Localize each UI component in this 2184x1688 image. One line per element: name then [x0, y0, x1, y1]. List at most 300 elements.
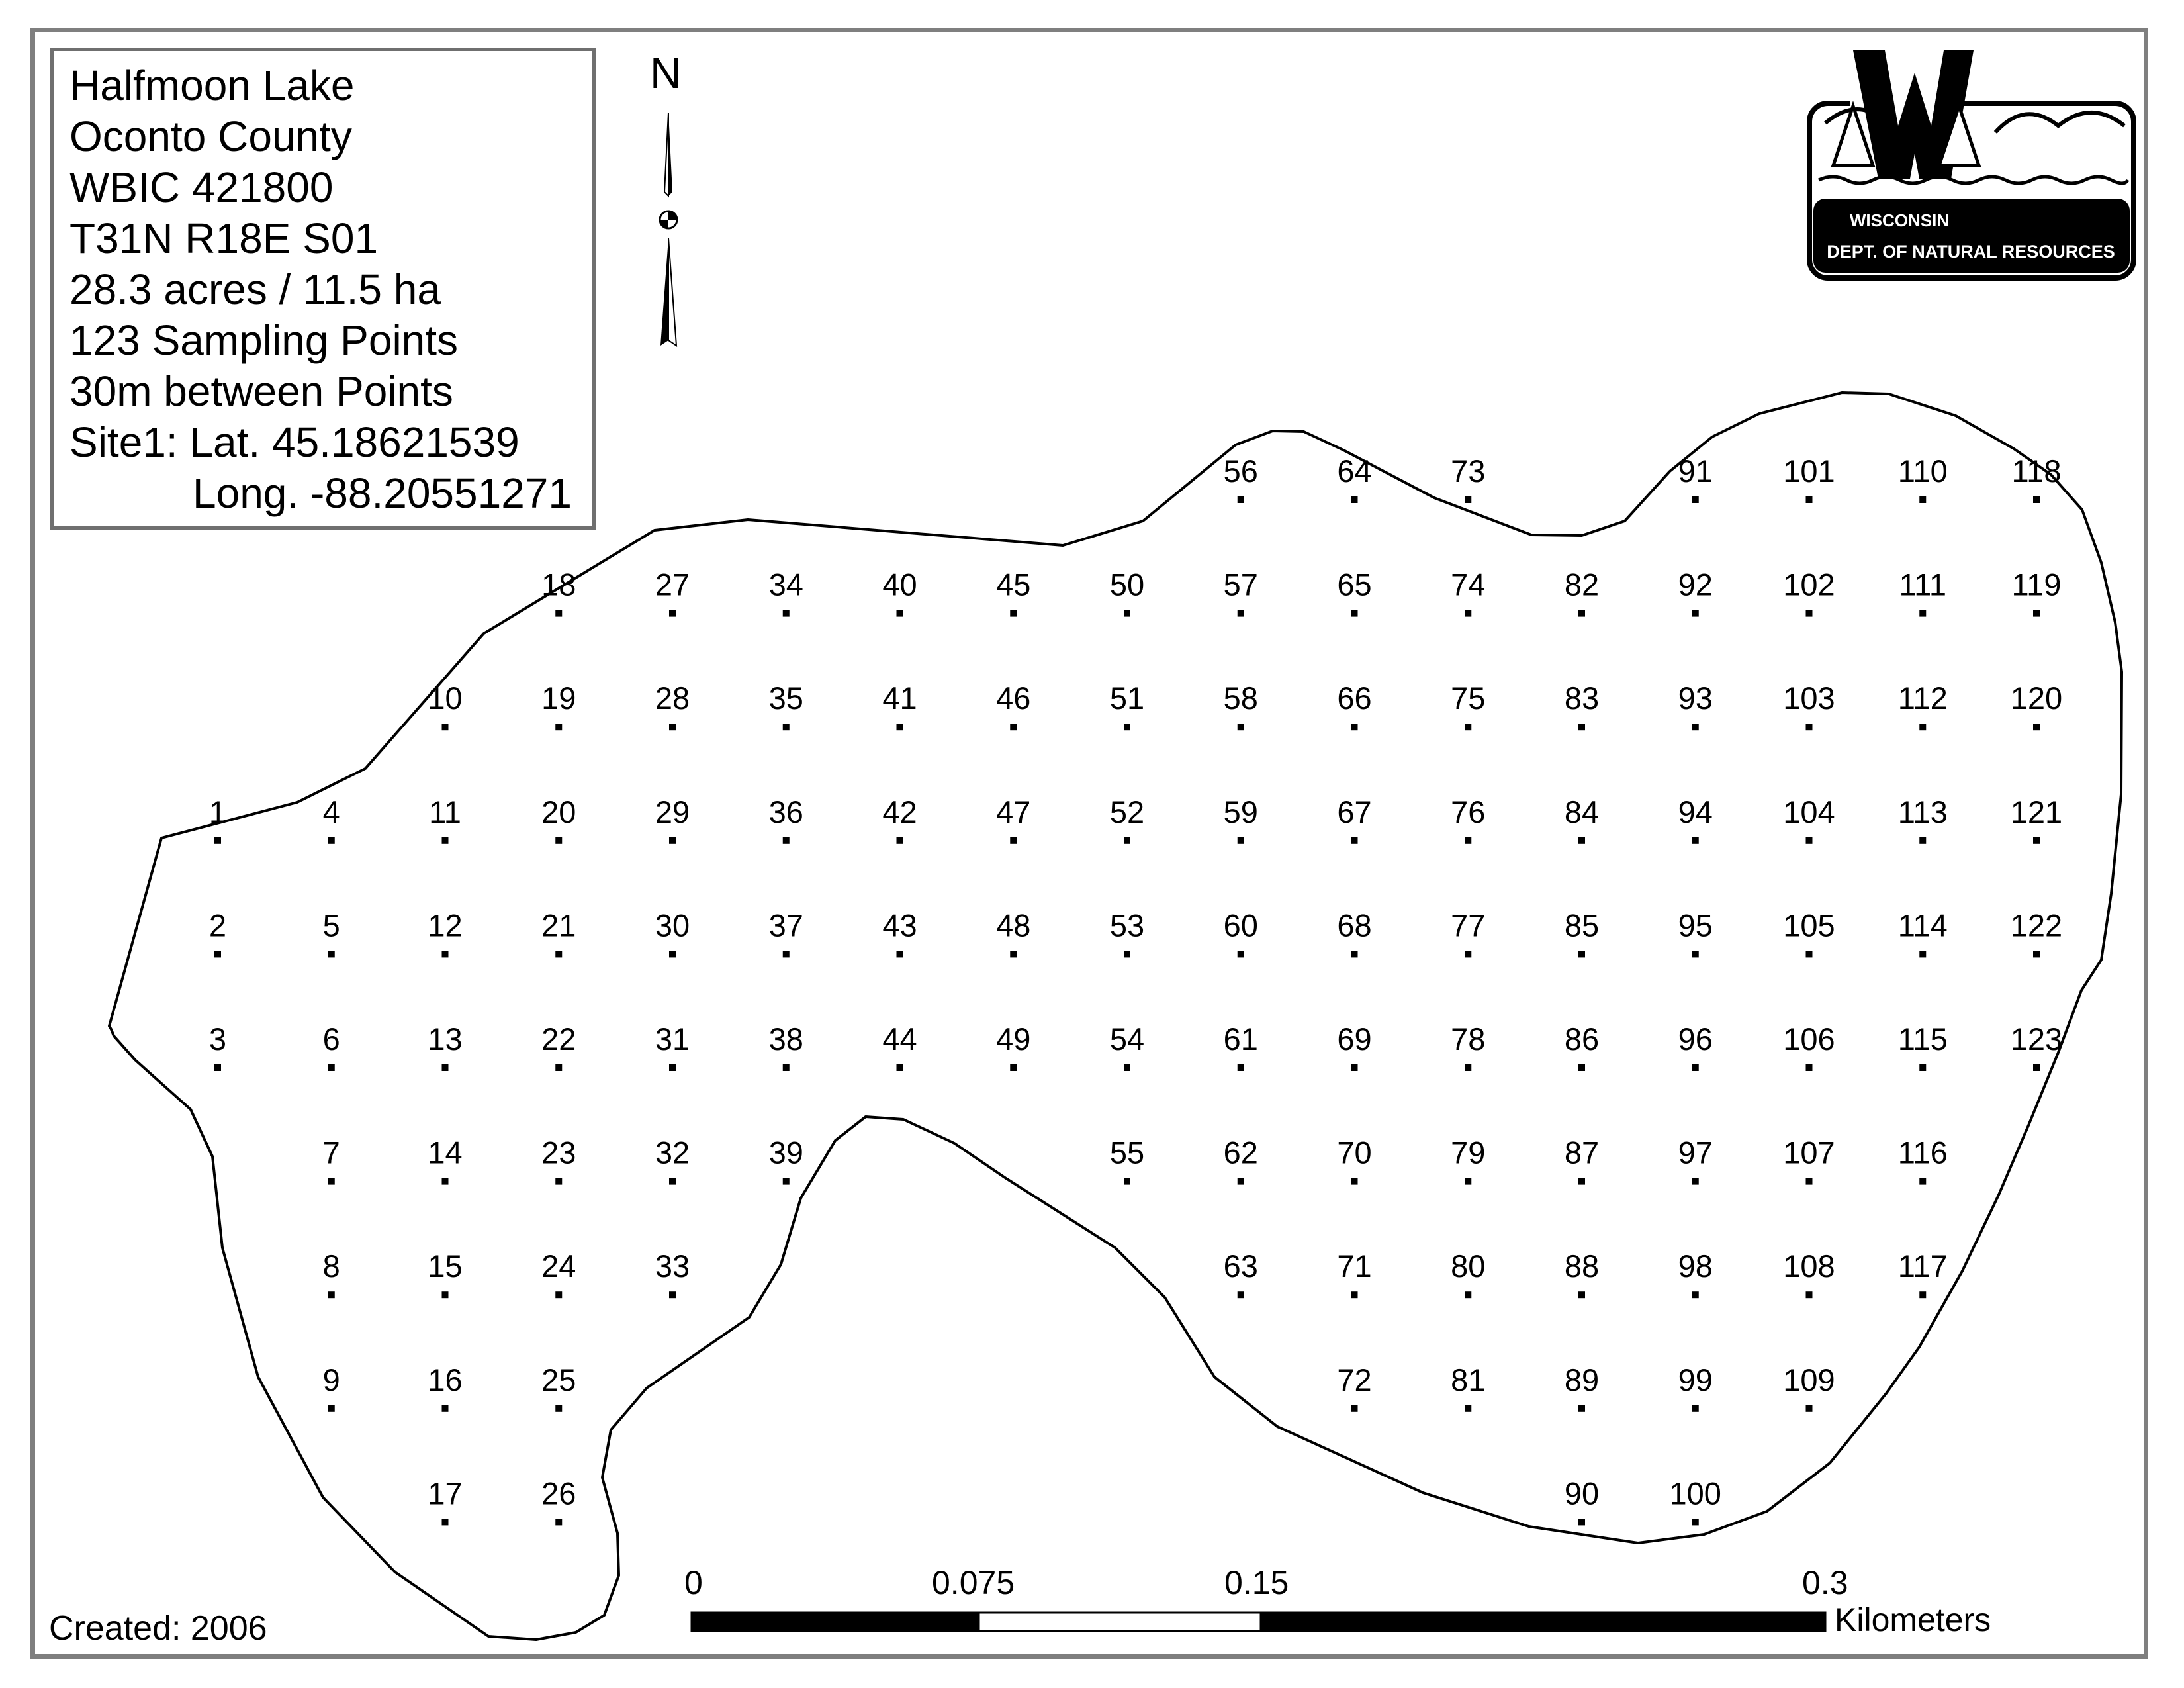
sampling-point-label: 9	[322, 1362, 340, 1397]
sampling-point-label: 24	[541, 1248, 576, 1284]
sampling-point	[323, 1135, 340, 1185]
sampling-point-label: 74	[1451, 567, 1486, 602]
sampling-point	[1110, 567, 1144, 617]
sampling-point-label: 15	[428, 1248, 463, 1284]
sampling-point	[1451, 680, 1485, 730]
sampling-point-marker	[1692, 837, 1699, 844]
sampling-point-label: 20	[541, 794, 576, 829]
sampling-point	[323, 908, 340, 957]
sampling-point	[996, 1021, 1030, 1071]
sampling-point-label: 110	[1897, 453, 1948, 489]
sampling-point-label: 3	[208, 1021, 227, 1056]
sampling-point-marker	[1010, 610, 1017, 617]
sampling-point	[428, 1476, 462, 1525]
sampling-point-label: 119	[2011, 567, 2062, 602]
sampling-point-marker	[555, 1291, 562, 1298]
sampling-point-marker	[1351, 610, 1358, 617]
sampling-point-label: 63	[1223, 1248, 1258, 1284]
sampling-point-label: 37	[768, 908, 803, 943]
sampling-point-label: 101	[1783, 453, 1835, 489]
lake-name: Halfmoon Lake	[69, 62, 355, 109]
north-arrow-top-light	[664, 113, 668, 196]
sampling-point	[541, 1476, 576, 1525]
sampling-point	[655, 1248, 690, 1298]
sampling-point	[996, 567, 1030, 617]
sampling-point-marker	[1124, 610, 1130, 617]
sampling-point-label: 97	[1678, 1135, 1713, 1170]
sampling-point	[1899, 567, 1946, 617]
sampling-point-label: 28	[655, 680, 690, 716]
sampling-point-marker	[1010, 951, 1017, 957]
sampling-point-marker	[1578, 1064, 1585, 1071]
sampling-point-label: 121	[2010, 794, 2063, 829]
sampling-point-label: 45	[996, 567, 1031, 602]
sampling-point	[1224, 680, 1258, 730]
sampling-point-marker	[897, 1064, 903, 1071]
sampling-point	[1451, 1021, 1485, 1071]
logo-line1: WISCONSIN	[1849, 211, 1950, 230]
sampling-point-marker	[1124, 1178, 1130, 1185]
sampling-point-marker	[555, 610, 562, 617]
sampling-point	[2012, 567, 2062, 617]
sampling-point-label: 50	[1109, 567, 1145, 602]
sampling-point-label: 46	[996, 680, 1031, 716]
sampling-point-marker	[555, 837, 562, 844]
sampling-point	[1110, 1135, 1144, 1185]
sampling-point	[209, 1021, 226, 1071]
sampling-point	[1565, 1476, 1599, 1525]
sampling-point-marker	[328, 1064, 335, 1071]
sampling-point-marker	[1124, 724, 1130, 730]
sampling-point	[2011, 680, 2062, 730]
sampling-point-label: 59	[1223, 794, 1258, 829]
sampling-point-marker	[328, 837, 335, 844]
sampling-point-label: 58	[1223, 680, 1258, 716]
sampling-point-label: 75	[1451, 680, 1486, 716]
sampling-point-marker	[1919, 724, 1926, 730]
sampling-point-marker	[1806, 496, 1813, 503]
sampling-point-marker	[1238, 1178, 1244, 1185]
sampling-point-marker	[1124, 951, 1130, 957]
sampling-point-label: 31	[655, 1021, 690, 1056]
sampling-point-label: 99	[1678, 1362, 1713, 1397]
scale-tick-0: 0	[684, 1564, 703, 1601]
sampling-point-label: 52	[1109, 794, 1145, 829]
sampling-point-marker	[669, 837, 676, 844]
sampling-point-label: 104	[1783, 794, 1835, 829]
sampling-point	[428, 1248, 462, 1298]
sampling-point-label: 26	[541, 1476, 576, 1511]
sampling-point	[428, 1021, 462, 1071]
sampling-point	[1224, 1248, 1258, 1298]
sampling-point	[323, 1021, 340, 1071]
sampling-point-label: 30	[655, 908, 690, 943]
sampling-points-count: 123 Sampling Points	[69, 316, 459, 364]
township-range-section: T31N R18E S01	[69, 214, 379, 262]
sampling-point	[1678, 680, 1713, 730]
sampling-point-label: 118	[2011, 453, 2062, 489]
sampling-point-marker	[1578, 724, 1585, 730]
sampling-point-marker	[2033, 837, 2040, 844]
sampling-point-marker	[669, 1291, 676, 1298]
scale-unit: Kilometers	[1835, 1601, 1991, 1638]
sampling-point	[323, 794, 340, 844]
sampling-point-marker	[669, 1178, 676, 1185]
sampling-point	[1451, 1362, 1485, 1412]
sampling-point-marker	[1351, 1064, 1358, 1071]
sampling-point	[996, 794, 1030, 844]
sampling-point	[1565, 567, 1599, 617]
sampling-point-label: 109	[1783, 1362, 1835, 1397]
sampling-point-marker	[1919, 1064, 1926, 1071]
sampling-point-marker	[1692, 1178, 1699, 1185]
sampling-point-marker	[1238, 724, 1244, 730]
sampling-point	[769, 1135, 803, 1185]
site-longitude: Long. -88.20551271	[193, 469, 572, 517]
sampling-point-marker	[442, 1064, 449, 1071]
sampling-point-marker	[1010, 1064, 1017, 1071]
created-date: Created: 2006	[49, 1609, 267, 1648]
sampling-point-marker	[555, 1519, 562, 1525]
sampling-point	[1670, 1476, 1721, 1525]
sampling-point	[1224, 794, 1258, 844]
sampling-point-label: 92	[1678, 567, 1713, 602]
sampling-point-label: 100	[1669, 1476, 1721, 1511]
sampling-point-marker	[442, 1405, 449, 1412]
sampling-point-marker	[1124, 837, 1130, 844]
sampling-point-marker	[1578, 1291, 1585, 1298]
sampling-point-marker	[1919, 1178, 1926, 1185]
sampling-point-marker	[555, 1178, 562, 1185]
sampling-point-label: 49	[996, 1021, 1031, 1056]
sampling-point-marker	[1806, 1405, 1813, 1412]
sampling-point	[1224, 1021, 1258, 1071]
sampling-point-marker	[1806, 1178, 1813, 1185]
sampling-point-label: 89	[1564, 1362, 1600, 1397]
sampling-point	[1110, 794, 1144, 844]
sampling-point	[1337, 794, 1371, 844]
sampling-point	[1898, 1248, 1948, 1298]
sampling-point	[1337, 1248, 1371, 1298]
sampling-point	[428, 1135, 462, 1185]
sampling-point-label: 57	[1223, 567, 1258, 602]
sampling-point-label: 16	[428, 1362, 463, 1397]
sampling-point-marker	[669, 951, 676, 957]
sampling-point-marker	[783, 1064, 790, 1071]
sampling-point	[882, 794, 917, 844]
north-arrow-bottom-dark	[660, 238, 668, 346]
sampling-point-marker	[783, 724, 790, 730]
sampling-point-marker	[1578, 1519, 1585, 1525]
sampling-point	[1337, 567, 1371, 617]
sampling-point	[1678, 1362, 1713, 1412]
scale-bar-seg-1	[692, 1613, 979, 1631]
sampling-point	[209, 908, 226, 957]
sampling-point-marker	[1692, 610, 1699, 617]
sampling-point-label: 56	[1223, 453, 1258, 489]
sampling-point-label: 39	[768, 1135, 803, 1170]
sampling-point-marker	[2033, 1064, 2040, 1071]
sampling-point-marker	[1919, 951, 1926, 957]
sampling-point	[541, 1248, 576, 1298]
site-latitude: Site1: Lat. 45.18621539	[69, 418, 520, 466]
scale-tick-0-3: 0.3	[1802, 1564, 1848, 1601]
sampling-point-label: 102	[1783, 567, 1835, 602]
sampling-point-label: 69	[1337, 1021, 1372, 1056]
sampling-point-marker	[1465, 837, 1471, 844]
sampling-point-marker	[783, 1178, 790, 1185]
sampling-point-label: 11	[429, 794, 461, 829]
north-label: N	[650, 48, 682, 97]
sampling-point-label: 114	[1897, 908, 1948, 943]
sampling-point-label: 29	[655, 794, 690, 829]
sampling-point-label: 117	[1897, 1248, 1948, 1284]
sampling-point	[1678, 1021, 1713, 1071]
sampling-point-marker	[555, 951, 562, 957]
sampling-point-label: 105	[1783, 908, 1835, 943]
sampling-point-label: 66	[1337, 680, 1372, 716]
sampling-point-marker	[214, 837, 221, 844]
sampling-point	[1565, 908, 1599, 957]
sampling-point	[1337, 1135, 1371, 1185]
sampling-point-label: 34	[768, 567, 803, 602]
sampling-point-label: 81	[1451, 1362, 1486, 1397]
sampling-point	[1110, 680, 1144, 730]
sampling-point-label: 71	[1337, 1248, 1372, 1284]
sampling-point-label: 25	[541, 1362, 576, 1397]
sampling-point	[1783, 1021, 1835, 1071]
sampling-point-marker	[897, 610, 903, 617]
sampling-point	[769, 1021, 803, 1071]
sampling-point-marker	[328, 1405, 335, 1412]
sampling-point	[655, 794, 690, 844]
sampling-point-marker	[442, 1291, 449, 1298]
sampling-point	[1898, 1135, 1948, 1185]
sampling-point-marker	[1806, 610, 1813, 617]
sampling-point-marker	[555, 1064, 562, 1071]
sampling-point-label: 32	[655, 1135, 690, 1170]
sampling-point-marker	[214, 1064, 221, 1071]
sampling-point-marker	[2033, 951, 2040, 957]
lake-area: 28.3 acres / 11.5 ha	[69, 265, 441, 313]
sampling-point	[1783, 680, 1835, 730]
sampling-point	[1224, 1135, 1258, 1185]
sampling-point-marker	[669, 724, 676, 730]
sampling-point-marker	[897, 724, 903, 730]
sampling-point-label: 96	[1678, 1021, 1713, 1056]
sampling-point-label: 90	[1564, 1476, 1600, 1511]
sampling-point-label: 35	[768, 680, 803, 716]
sampling-point	[1898, 1021, 1948, 1071]
sampling-point-marker	[1692, 951, 1699, 957]
sampling-point-marker	[442, 1178, 449, 1185]
sampling-point	[882, 908, 917, 957]
sampling-point-label: 115	[1897, 1021, 1948, 1056]
sampling-point-label: 93	[1678, 680, 1713, 716]
sampling-point-marker	[1238, 1291, 1244, 1298]
sampling-point-label: 21	[541, 908, 576, 943]
sampling-point	[655, 1021, 690, 1071]
sampling-point-label: 77	[1451, 908, 1486, 943]
sampling-point-label: 91	[1678, 453, 1713, 489]
sampling-point	[1678, 1135, 1713, 1185]
scale-tick-0-15: 0.15	[1224, 1564, 1289, 1601]
sampling-point	[1783, 1248, 1835, 1298]
scale-tick-0-075: 0.075	[932, 1564, 1015, 1601]
sampling-point	[429, 794, 461, 844]
sampling-point	[1224, 453, 1258, 503]
sampling-point-label: 33	[655, 1248, 690, 1284]
sampling-point-label: 6	[322, 1021, 340, 1056]
sampling-point-label: 36	[768, 794, 803, 829]
sampling-point	[1451, 794, 1485, 844]
sampling-point	[882, 680, 917, 730]
sampling-point-label: 42	[882, 794, 917, 829]
sampling-point-marker	[1692, 1519, 1699, 1525]
sampling-point-label: 123	[2010, 1021, 2063, 1056]
lake-info-box	[50, 48, 596, 530]
sampling-point-label: 47	[996, 794, 1031, 829]
sampling-point	[1451, 1248, 1485, 1298]
sampling-point-label: 54	[1109, 1021, 1145, 1056]
sampling-point	[1337, 1362, 1371, 1412]
sampling-point	[1898, 794, 1948, 844]
sampling-point-marker	[783, 951, 790, 957]
sampling-point	[1678, 794, 1713, 844]
sampling-point-marker	[1692, 1291, 1699, 1298]
sampling-point-marker	[1351, 951, 1358, 957]
sampling-point	[209, 794, 226, 844]
sampling-point	[1565, 680, 1599, 730]
sampling-point-marker	[897, 951, 903, 957]
sampling-point-label: 5	[322, 908, 340, 943]
sampling-point-marker	[1351, 724, 1358, 730]
sampling-point-marker	[1010, 724, 1017, 730]
sampling-point-marker	[1465, 1291, 1471, 1298]
sampling-point-marker	[1351, 1405, 1358, 1412]
wbic-code: WBIC 421800	[69, 164, 334, 211]
sampling-point	[428, 1362, 462, 1412]
sampling-point	[1783, 567, 1835, 617]
sampling-point-marker	[1238, 951, 1244, 957]
sampling-point-label: 8	[322, 1248, 340, 1284]
sampling-point-marker	[1578, 610, 1585, 617]
sampling-point-label: 80	[1451, 1248, 1486, 1284]
sampling-point-label: 107	[1783, 1135, 1835, 1170]
sampling-point-marker	[2033, 724, 2040, 730]
sampling-point-marker	[555, 724, 562, 730]
sampling-point-label: 85	[1564, 908, 1600, 943]
sampling-point	[1783, 794, 1835, 844]
sampling-point-marker	[1124, 1064, 1130, 1071]
sampling-point-marker	[442, 951, 449, 957]
sampling-point-marker	[442, 837, 449, 844]
sampling-point	[2012, 453, 2062, 503]
sampling-point-label: 53	[1109, 908, 1145, 943]
sampling-point	[323, 1248, 340, 1298]
sampling-point-label: 55	[1109, 1135, 1145, 1170]
sampling-point-marker	[1806, 1291, 1813, 1298]
sampling-point-label: 112	[1897, 680, 1948, 716]
wdnr-logo	[1809, 48, 2134, 278]
sampling-point-marker	[1919, 610, 1926, 617]
sampling-point-label: 116	[1897, 1135, 1948, 1170]
logo-band	[1813, 199, 2130, 273]
sampling-point	[1678, 908, 1713, 957]
sampling-point	[2011, 794, 2062, 844]
sampling-point	[1678, 453, 1713, 503]
sampling-point-marker	[1806, 724, 1813, 730]
sampling-point-marker	[1010, 837, 1017, 844]
sampling-point-marker	[1351, 1178, 1358, 1185]
county-name: Oconto County	[69, 113, 352, 160]
sampling-point-marker	[1806, 837, 1813, 844]
sampling-point	[882, 1021, 917, 1071]
sampling-point	[769, 680, 803, 730]
sampling-point-marker	[669, 610, 676, 617]
sampling-point	[1678, 567, 1713, 617]
sampling-point	[541, 1021, 576, 1071]
sampling-point-label: 82	[1564, 567, 1600, 602]
sampling-point-label: 22	[541, 1021, 576, 1056]
sampling-point	[1451, 453, 1485, 503]
sampling-point-marker	[897, 837, 903, 844]
north-arrow-bottom-light	[668, 238, 676, 346]
sampling-point-label: 51	[1109, 680, 1145, 716]
sampling-point-label: 4	[322, 794, 340, 829]
sampling-point	[1783, 908, 1835, 957]
sampling-point	[769, 567, 803, 617]
sampling-point	[541, 567, 576, 617]
sampling-point-marker	[1806, 951, 1813, 957]
sampling-point-marker	[1465, 496, 1471, 503]
sampling-point-label: 41	[882, 680, 917, 716]
sampling-point-marker	[328, 951, 335, 957]
sampling-point-label: 84	[1564, 794, 1600, 829]
sampling-point	[1898, 908, 1948, 957]
sampling-point-label: 40	[882, 567, 917, 602]
sampling-point	[2011, 908, 2062, 957]
sampling-point-marker	[1692, 724, 1699, 730]
sampling-point-marker	[1919, 1291, 1926, 1298]
sampling-point	[541, 1135, 576, 1185]
sampling-point	[1565, 1135, 1599, 1185]
sampling-point-marker	[2033, 496, 2040, 503]
sampling-point-marker	[1465, 1405, 1471, 1412]
sampling-point	[996, 680, 1030, 730]
sampling-point-label: 120	[2010, 680, 2063, 716]
sampling-point-label: 2	[208, 908, 227, 943]
sampling-point-label: 62	[1223, 1135, 1258, 1170]
sampling-point	[541, 908, 576, 957]
sampling-point-marker	[1465, 724, 1471, 730]
sampling-point-label: 78	[1451, 1021, 1486, 1056]
sampling-point-label: 95	[1678, 908, 1713, 943]
sampling-point-marker	[1465, 1178, 1471, 1185]
sampling-point-label: 98	[1678, 1248, 1713, 1284]
sampling-point-label: 17	[428, 1476, 463, 1511]
sampling-point-marker	[1465, 1064, 1471, 1071]
sampling-point-marker	[1578, 951, 1585, 957]
sampling-point	[1898, 453, 1948, 503]
sampling-point	[1337, 1021, 1371, 1071]
sampling-point	[1451, 908, 1485, 957]
sampling-point-label: 23	[541, 1135, 576, 1170]
sampling-point-marker	[1465, 951, 1471, 957]
sampling-point-label: 113	[1897, 794, 1948, 829]
sampling-point	[428, 680, 462, 730]
sampling-point-label: 70	[1337, 1135, 1372, 1170]
